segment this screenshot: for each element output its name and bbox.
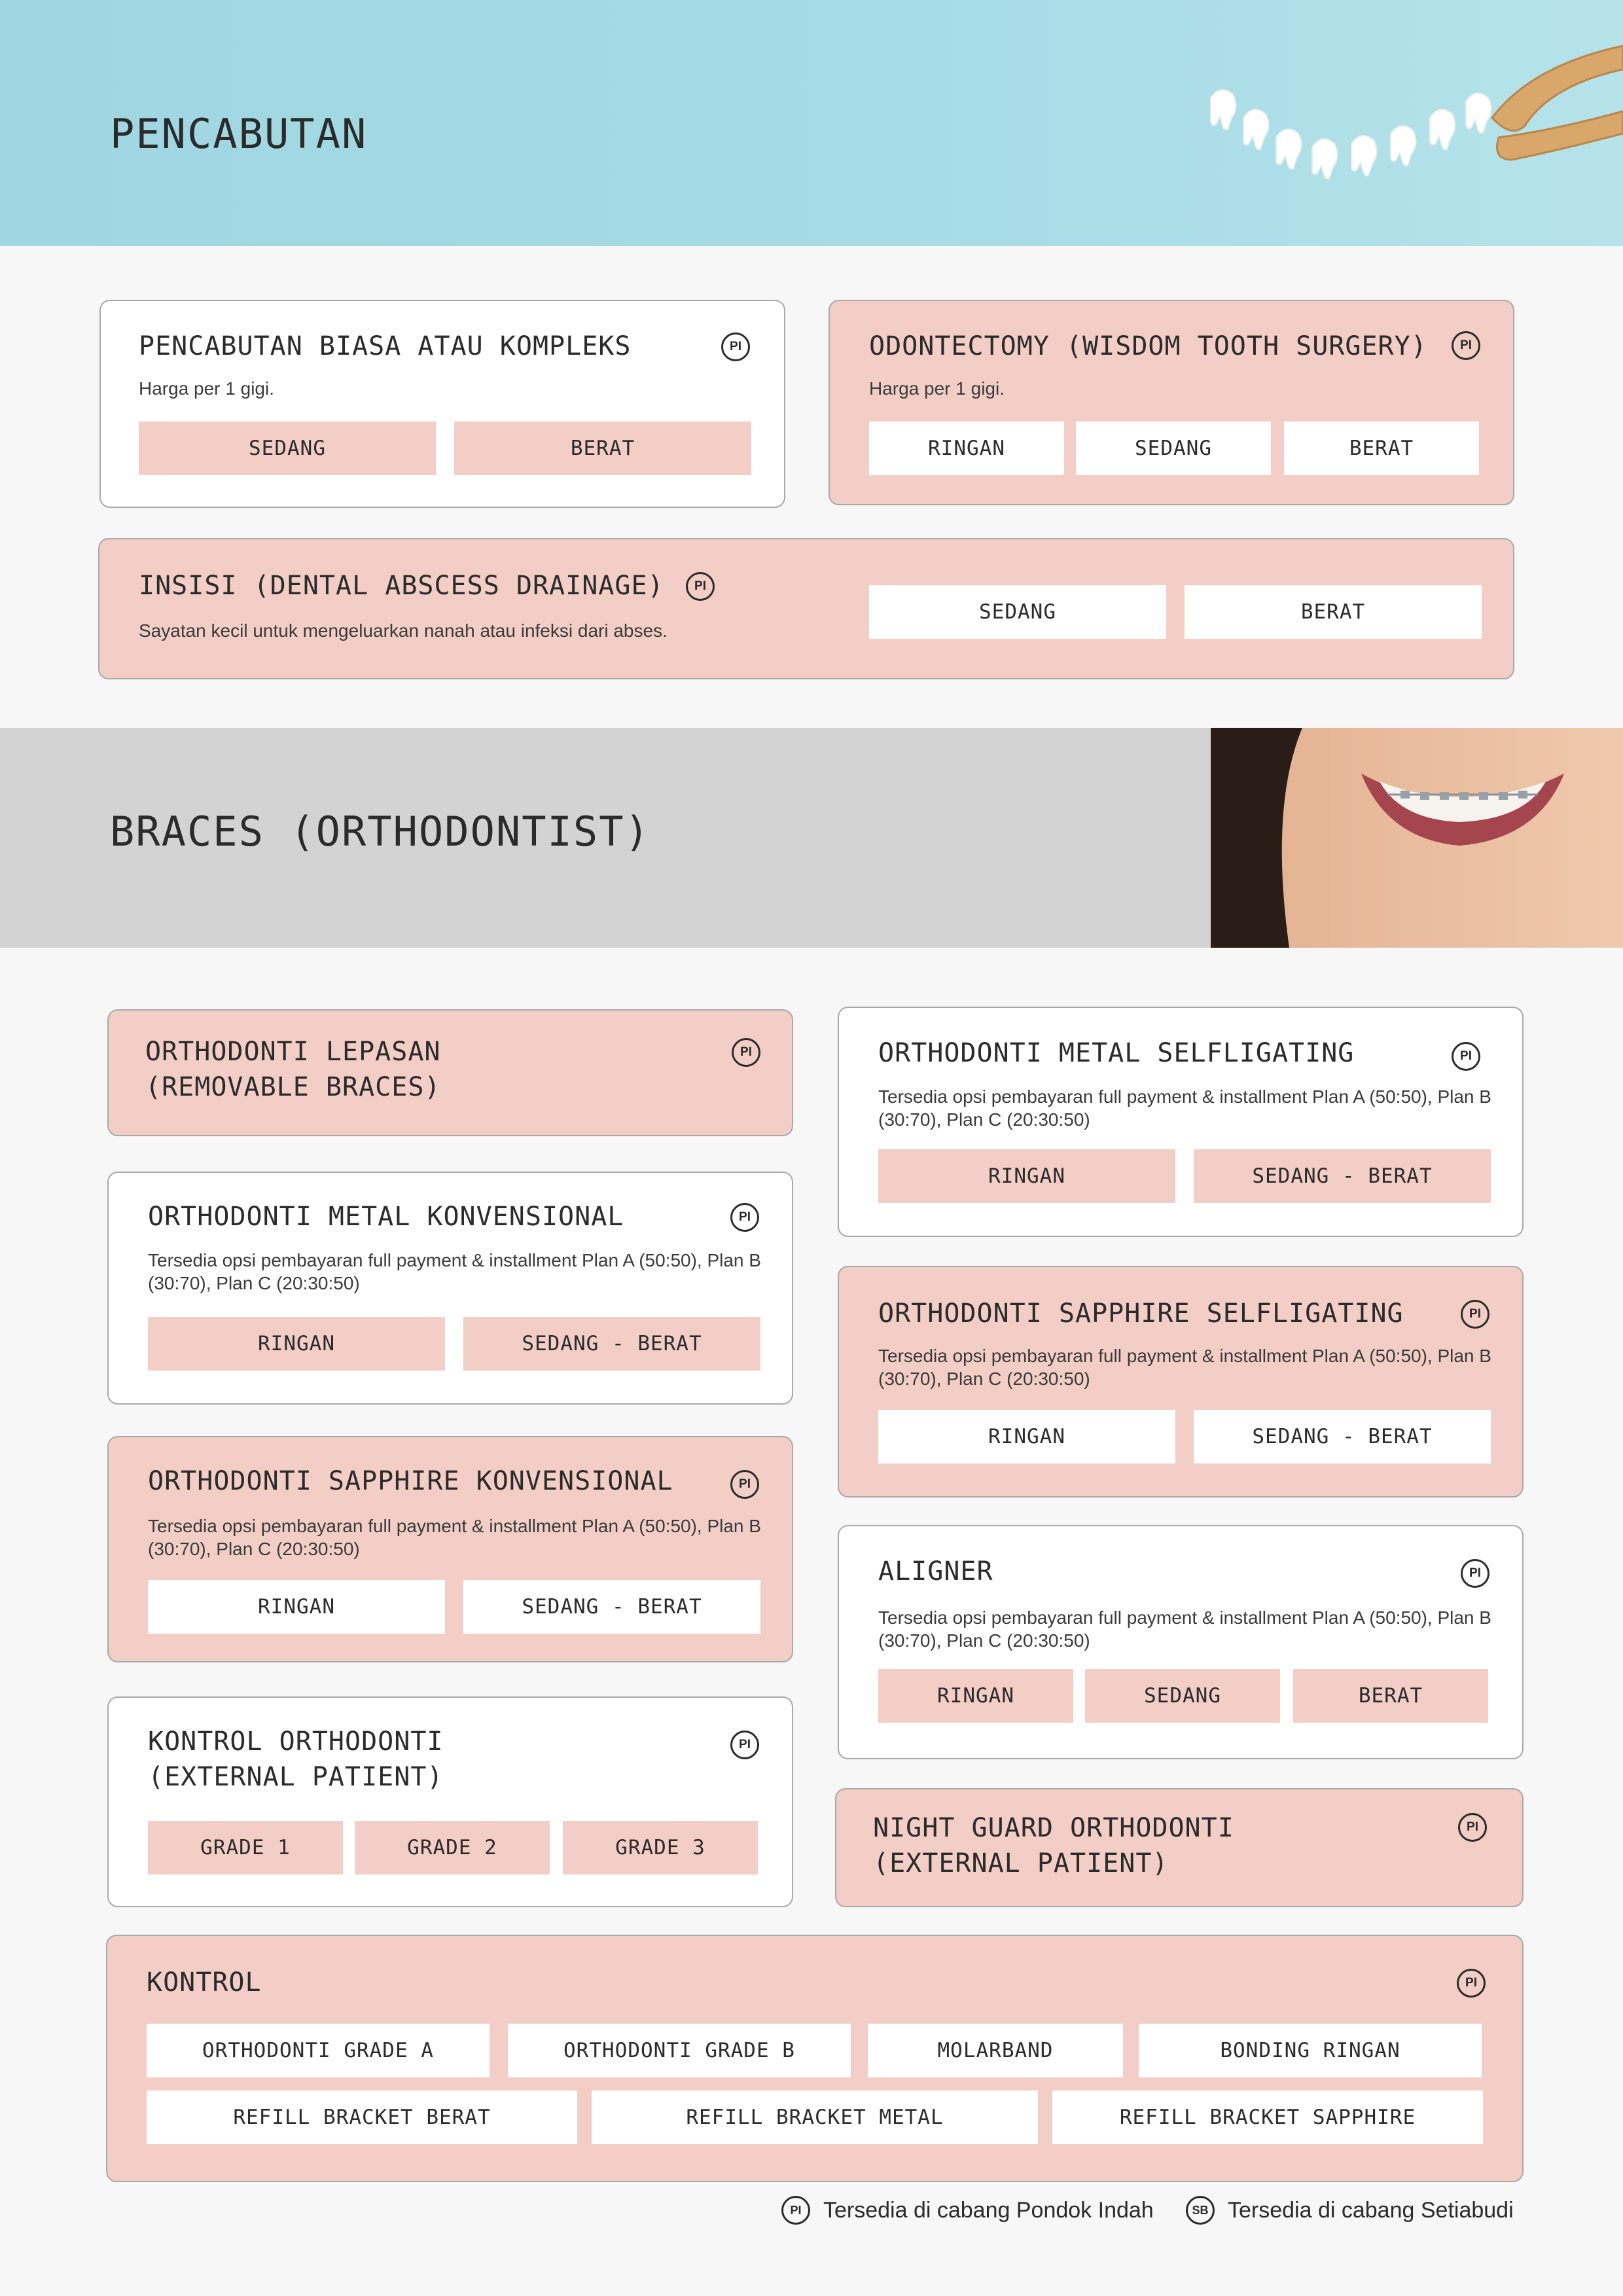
card-description: Tersedia opsi pembayaran full payment & installment Plan A (50:50), Plan B (30:70), Plan C (20:30:50) [878,1346,1491,1389]
card-title: ORTHODONTI SAPPHIRE KONVENSIONAL [148,1466,673,1496]
pi-badge-icon: PI [730,1203,759,1232]
option-sedang-button[interactable]: SEDANG [1076,422,1271,475]
option-ringan-button[interactable]: RINGAN [878,1149,1175,1203]
card-insisi [98,538,1514,679]
card-title: KONTROL ORTHODONTI (EXTERNAL PATIENT) [148,1727,444,1792]
legend-text: Tersedia di cabang Setiabudi [1228,2197,1514,2223]
card-orthodonti-sapphire-konvensional [107,1436,793,1662]
option-grade-1-button[interactable]: GRADE 1 [148,1821,343,1874]
card-title: ORTHODONTI METAL SELFLIGATING [878,1038,1355,1068]
pi-badge-icon: PI [1461,1559,1489,1588]
pi-badge-icon: PI [1457,1969,1486,1998]
pi-badge-icon: PI [1452,1042,1480,1071]
pi-badge-icon: PI [686,572,715,601]
pi-badge-icon: PI [1461,1300,1489,1329]
card-title: PENCABUTAN BIASA ATAU KOMPLEKS [139,331,632,361]
pi-badge-icon: PI [721,332,750,361]
option-sedang-berat-button[interactable]: SEDANG - BERAT [1194,1410,1491,1463]
option-sedang-button[interactable]: SEDANG [1085,1669,1280,1723]
card-title: INSISI (DENTAL ABSCESS DRAINAGE) [139,571,664,601]
card-title: ODONTECTOMY (WISDOM TOOTH SURGERY) [869,331,1427,361]
option-sedang-berat-button[interactable]: SEDANG - BERAT [463,1580,760,1634]
option-molarband-button[interactable]: MOLARBAND [868,2024,1123,2077]
option-refill-bracket-berat-button[interactable]: REFILL BRACKET BERAT [147,2090,577,2144]
option-grade-2-button[interactable]: GRADE 2 [355,1821,550,1874]
tooth-extraction-illustration [1204,39,1623,236]
pi-badge-icon: PI [730,1731,759,1759]
card-title: ALIGNER [878,1556,993,1587]
option-orthodonti-grade-b-button[interactable]: ORTHODONTI GRADE B [508,2024,851,2077]
option-bonding-ringan-button[interactable]: BONDING RINGAN [1139,2024,1482,2077]
option-sedang-berat-button[interactable]: SEDANG - BERAT [1194,1149,1491,1203]
card-orthodonti-metal-konvensional [107,1172,793,1405]
card-orthodonti-metal-selfligating [838,1007,1524,1237]
legend-pondok-indah [781,2196,1154,2225]
pi-badge-icon: PI [781,2196,810,2225]
card-odontectomy [829,300,1514,505]
option-orthodonti-grade-a-button[interactable]: ORTHODONTI GRADE A [147,2024,490,2077]
legend-text: Tersedia di cabang Pondok Indah [823,2197,1154,2223]
option-sedang-button[interactable]: SEDANG [869,585,1166,639]
legend-setiabudi [1186,2196,1514,2225]
option-ringan-button[interactable]: RINGAN [148,1317,445,1371]
option-grade-3-button[interactable]: GRADE 3 [563,1821,758,1874]
option-ringan-button[interactable]: RINGAN [148,1580,445,1634]
option-berat-button[interactable]: BERAT [1185,585,1482,639]
card-description: Tersedia opsi pembayaran full payment & installment Plan A (50:50), Plan B (30:70), Plan C (20:30:50) [878,1607,1491,1651]
card-title: ORTHODONTI LEPASAN (REMOVABLE BRACES) [145,1037,441,1102]
option-refill-bracket-metal-button[interactable]: REFILL BRACKET METAL [592,2090,1038,2144]
card-description: Tersedia opsi pembayaran full payment & installment Plan A (50:50), Plan B (30:70), Plan C (20:30:50) [148,1516,761,1559]
option-sedang-button[interactable]: SEDANG [139,422,436,475]
card-kontrol [106,1935,1524,2182]
option-berat-button[interactable]: BERAT [1293,1669,1488,1723]
card-pencabutan-biasa [99,300,785,508]
braces-banner [0,728,1623,948]
sb-badge-icon: SB [1186,2196,1215,2225]
pencabutan-banner [0,0,1623,246]
card-orthodonti-sapphire-selfligating [838,1266,1524,1498]
pi-badge-icon: PI [732,1038,760,1067]
card-title: NIGHT GUARD ORTHODONTI (EXTERNAL PATIENT) [873,1813,1234,1878]
card-title: KONTROL [147,1967,262,1998]
pi-badge-icon: PI [1458,1813,1487,1842]
card-aligner [838,1525,1524,1759]
option-refill-bracket-sapphire-button[interactable]: REFILL BRACKET SAPPHIRE [1052,2090,1483,2144]
option-sedang-berat-button[interactable]: SEDANG - BERAT [463,1317,760,1371]
card-title: ORTHODONTI SAPPHIRE SELFLIGATING [878,1299,1404,1329]
option-ringan-button[interactable]: RINGAN [878,1410,1175,1463]
pi-badge-icon: PI [1452,331,1480,360]
option-ringan-button[interactable]: RINGAN [878,1669,1073,1723]
pi-badge-icon: PI [730,1470,759,1499]
card-orthodonti-lepasan [107,1009,793,1136]
card-description: Sayatan kecil untuk mengeluarkan nanah atau infeksi dari abses. [139,620,668,641]
card-description: Tersedia opsi pembayaran full payment & installment Plan A (50:50), Plan B (30:70), Plan C (20:30:50) [148,1250,761,1293]
smile-braces-photo [1211,728,1623,948]
option-berat-button[interactable]: BERAT [1284,422,1479,475]
card-title: ORTHODONTI METAL KONVENSIONAL [148,1202,624,1232]
section-title-braces: BRACES (ORTHODONTIST) [110,808,651,855]
option-ringan-button[interactable]: RINGAN [869,422,1064,475]
card-description: Harga per 1 gigi. [869,378,1005,399]
card-description: Harga per 1 gigi. [139,378,275,399]
card-night-guard-orthodonti [835,1788,1524,1907]
card-description: Tersedia opsi pembayaran full payment & installment Plan A (50:50), Plan B (30:70), Plan C (20:30:50) [878,1086,1491,1130]
section-title-pencabutan: PENCABUTAN [110,110,368,158]
card-kontrol-orthodonti-external [107,1696,793,1907]
option-berat-button[interactable]: BERAT [454,422,751,475]
